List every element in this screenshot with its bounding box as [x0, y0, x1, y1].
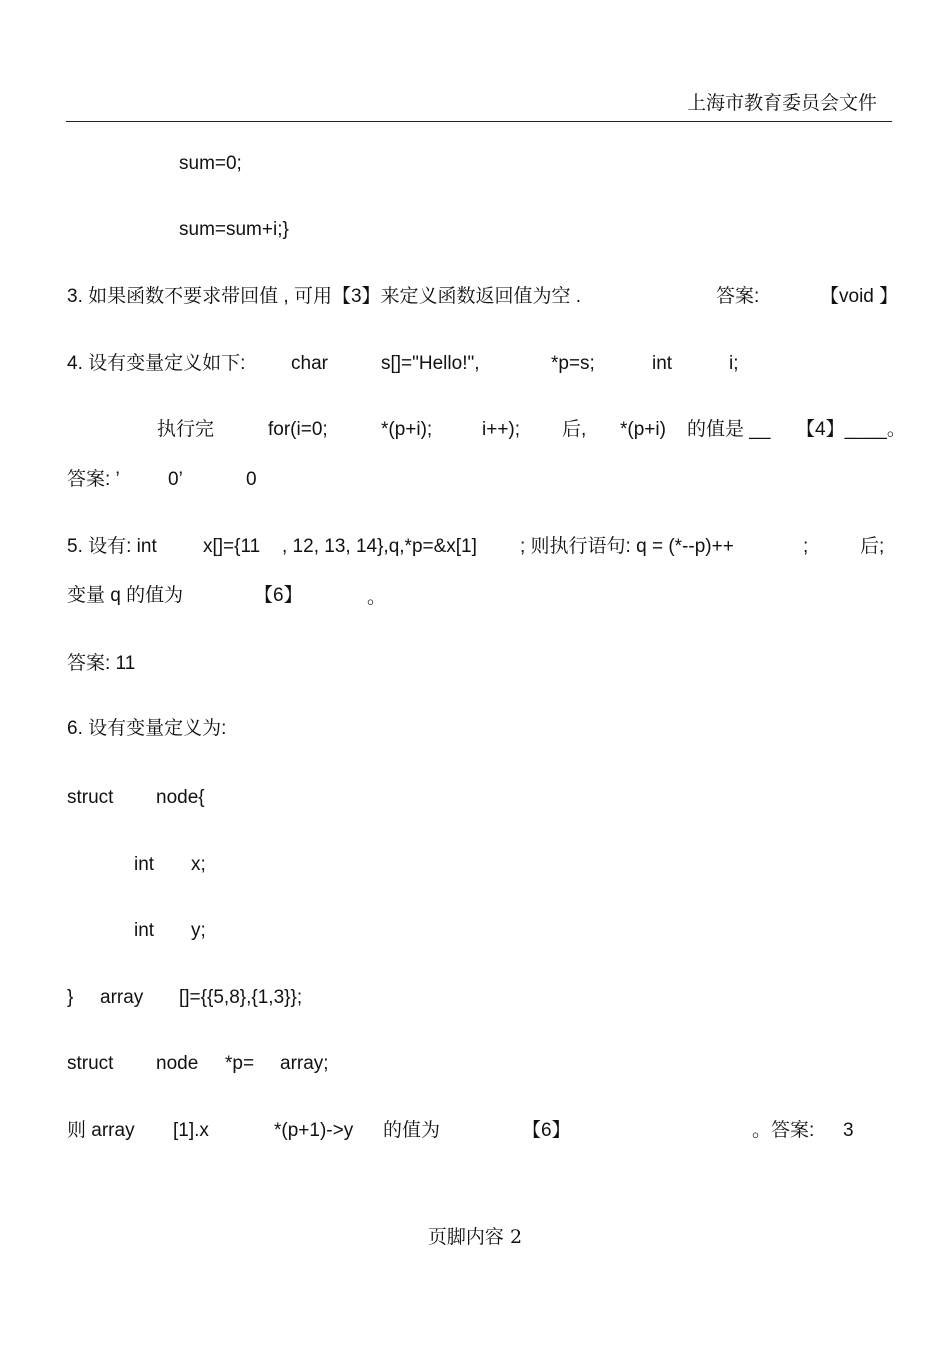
question-5-variable: 变量 q 的值为: [67, 585, 184, 606]
question-3-answer-value: 【void 】: [820, 286, 899, 307]
code-member-y: y;: [191, 920, 206, 941]
code-struct-name: node{: [156, 787, 205, 808]
question-6-intro: 6. 设有变量定义为:: [67, 718, 227, 739]
page-header-title: 上海市教育委员会文件: [686, 92, 877, 114]
question-6-index-x: [1].x: [173, 1120, 209, 1141]
question-4-intro: 4. 设有变量定义如下:: [67, 353, 246, 374]
question-4-after: 后,: [562, 419, 587, 440]
code-struct-keyword: struct: [67, 787, 114, 808]
question-6-then-array: 则 array: [67, 1120, 135, 1141]
question-3-text: 3. 如果函数不要求带回值 , 可用【3】来定义函数返回值为空 .: [67, 286, 582, 307]
question-5-blank: 【6】: [254, 585, 303, 606]
question-5-answer: 答案: 11: [67, 653, 136, 674]
question-5-semicolon: ;: [803, 536, 809, 557]
question-5-statement: ; 则执行语句: q = (*--p)++: [520, 536, 734, 557]
question-4-array: s[]="Hello!",: [381, 353, 480, 374]
page-footer: 页脚内容 2: [427, 1226, 523, 1248]
code-struct-close: }: [67, 987, 74, 1008]
question-6-value-is: 的值为: [383, 1120, 441, 1141]
question-4-expr: *(p+i): [620, 419, 666, 440]
code-array-name: array: [100, 987, 144, 1008]
question-6-pointer-y: *(p+1)->y: [274, 1120, 354, 1141]
question-4-cond: *(p+i);: [381, 419, 433, 440]
question-3-answer-label: 答案:: [716, 286, 760, 307]
question-5-intro: 5. 设有: int: [67, 536, 157, 557]
code-array-init: []={{5,8},{1,3}};: [179, 987, 303, 1008]
question-4-incr: i++);: [482, 419, 521, 440]
header-rule: [66, 121, 892, 122]
code-member-y-type: int: [134, 920, 155, 941]
code-pointer-array: array;: [280, 1053, 329, 1074]
question-4-for: for(i=0;: [268, 419, 328, 440]
question-4-int: int: [652, 353, 673, 374]
code-pointer-node: node: [156, 1053, 199, 1074]
question-5-period: 。: [367, 587, 387, 608]
code-member-x: x;: [191, 854, 206, 875]
code-member-x-type: int: [134, 854, 155, 875]
code-line-sum-add: sum=sum+i;}: [179, 219, 289, 240]
question-6-answer-value: 3: [843, 1120, 854, 1141]
question-4-pointer: *p=s;: [551, 353, 595, 374]
question-4-blank: 【4】____。: [796, 419, 906, 440]
code-pointer-var: *p=: [225, 1053, 255, 1074]
question-5-array: x[]={11: [203, 536, 261, 557]
question-5-elements: , 12, 13, 14},q,*p=&x[1]: [282, 536, 477, 557]
question-6-answer-label: 。答案:: [752, 1120, 815, 1141]
question-5-after: 后;: [860, 536, 885, 557]
code-pointer-struct: struct: [67, 1053, 114, 1074]
question-4-exec: 执行完: [157, 419, 215, 440]
question-4-answer-char: 0’: [168, 469, 183, 490]
question-6-blank: 【6】: [522, 1120, 571, 1141]
question-4-i: i;: [729, 353, 739, 374]
question-4-answer-label: 答案: ’: [67, 469, 120, 490]
code-line-sum-init: sum=0;: [179, 153, 242, 174]
question-4-value-is: 的值是 __: [687, 419, 771, 440]
question-4-answer-zero: 0: [246, 469, 257, 490]
question-4-char: char: [291, 353, 328, 374]
